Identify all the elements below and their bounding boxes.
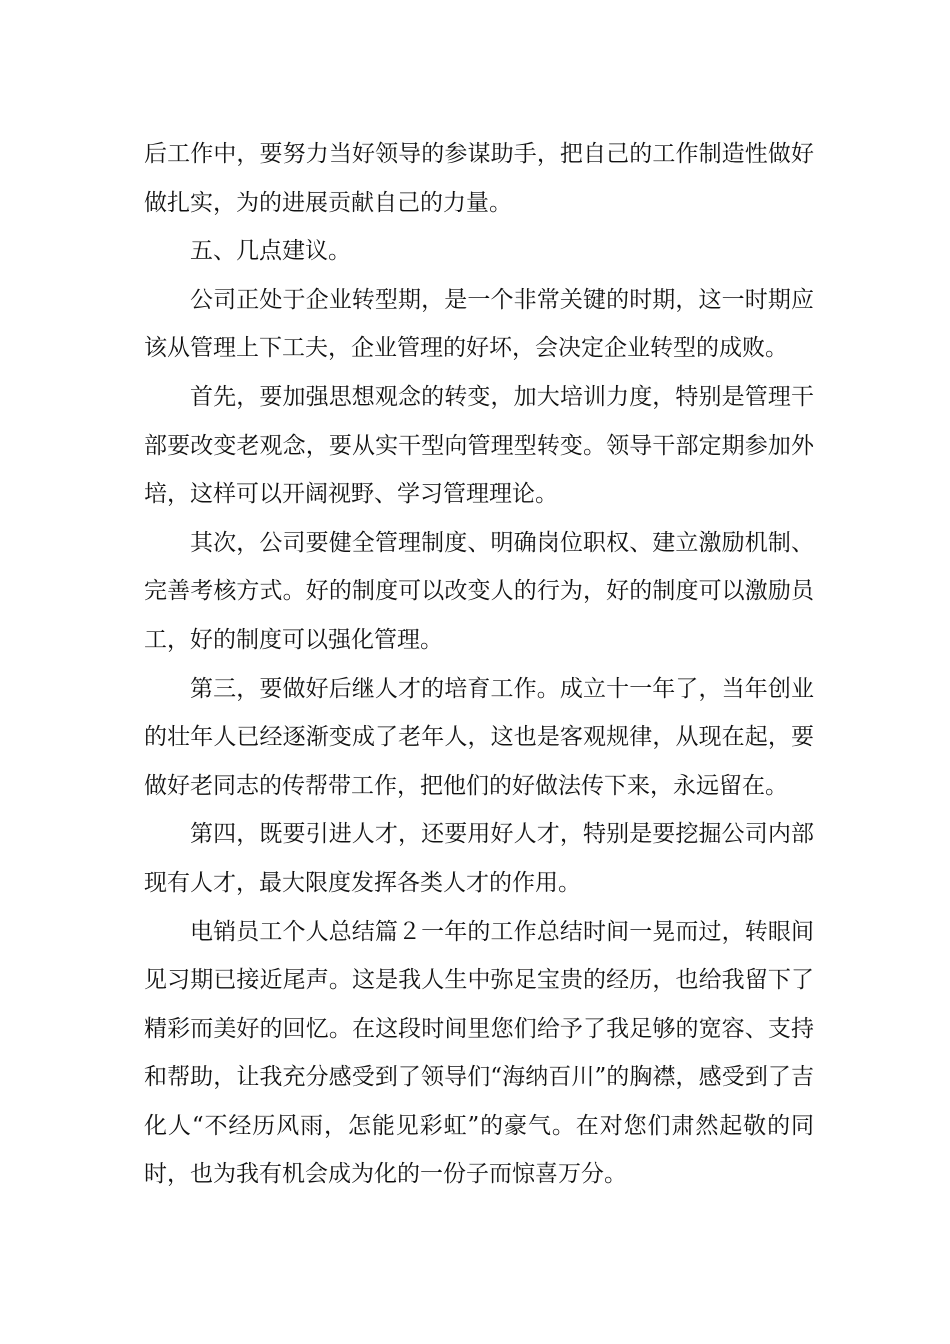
paragraph-summary-part-2: 电销员工个人总结篇２一年的工作总结时间一晃而过，转眼间见习期已接近尾声。这是我人生中弥足宝贵的经历，也给我留下了精彩而美好的回忆。在这段时间里您们给予了我足够的宽容、支持和帮助，让我充分感受到了领导们“海纳百川”的胸襟，感受到了吉化人“不经历风雨，怎能见彩虹”的豪气。在对您们肃然起敬的同时，也为我有机会成为化的一份子而惊喜万分。 [144,918,814,1188]
paragraph-second: 其次，公司要健全管理制度、明确岗位职权、建立激励机制、完善考核方式。好的制度可以改变人的行为，好的制度可以激励员工，好的制度可以强化管理。 [144,529,814,653]
paragraph-continuation: 后工作中，要努力当好领导的参谋助手，把自己的工作制造性做好做扎实，为的进展贡献自己的力量。 [144,141,814,216]
paragraph-transition-period: 公司正处于企业转型期，是一个非常关键的时期，这一时期应该从管理上下工夫，企业管理的好坏，会决定企业转型的成败。 [144,286,814,362]
paragraph-third: 第三，要做好后继人才的培育工作。成立十一年了，当年创业的壮年人已经逐渐变成了老年人，这也是客观规律，从现在起，要做好老同志的传帮带工作，把他们的好做法传下来，永远留在。 [144,675,814,799]
body-text [144,130,814,1199]
paragraph-fourth: 第四，既要引进人才，还要用好人才，特别是要挖掘公司内部现有人才，最大限度发挥各类人才的作用。 [144,821,814,896]
paragraph-first: 首先，要加强思想观念的转变，加大培训力度，特别是管理干部要改变老观念，要从实干型向管理型转变。领导干部定期参加外培，这样可以开阔视野、学习管理理论。 [144,383,814,508]
section-heading-suggestions: 五、几点建议。 [190,238,351,265]
